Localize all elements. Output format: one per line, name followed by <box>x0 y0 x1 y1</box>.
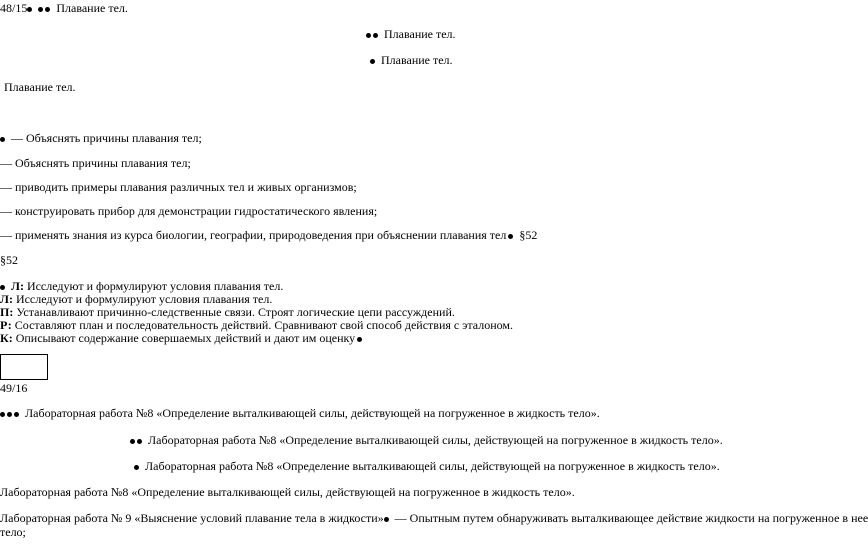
uud-item: Р: Составляют план и последовательность действий. Сравнивают свой способ действия с эталоном. <box>0 318 513 332</box>
lesson-title: Плавание тел. <box>56 1 128 15</box>
bullet-icon <box>45 7 50 12</box>
bullet-icon <box>370 59 375 64</box>
bullet-icon <box>508 234 513 239</box>
bullet-icon <box>366 33 371 38</box>
lesson-title-repeat: Плавание тел. <box>370 53 453 67</box>
bullet-icon <box>14 412 19 417</box>
bullet-icon <box>373 33 378 38</box>
lab-title-repeat: Лабораторная работа №8 «Определение выталкивающей силы, действующей на погруженное в жидкость тело». <box>0 485 575 499</box>
bullet-icon <box>134 465 139 470</box>
lab9-goal: — Опытным путем обнаруживать выталкивающее действие жидкости на погруженное в нее <box>394 511 868 525</box>
lesson-title-repeat: Плавание тел. <box>366 27 456 41</box>
lab9-goal-end: тело; <box>0 525 26 539</box>
lab9-title: Лабораторная работа № 9 «Выяснение условий плавание тела в жидкости» <box>0 511 384 525</box>
lesson-number: 48/15 <box>0 1 28 15</box>
bullet-icon <box>130 439 135 444</box>
lab-title-repeat: Лабораторная работа №8 «Определение выталкивающей силы, действующей на погруженное в жидкость тело». <box>130 433 723 447</box>
bullet-icon <box>27 7 32 12</box>
uud-lead: Л: Исследуют и формулируют условия плавания тел. <box>0 279 283 293</box>
bullet-icon <box>137 439 142 444</box>
bullet-icon <box>7 412 12 417</box>
lab9-line <box>0 511 868 525</box>
bullet-icon <box>0 137 5 142</box>
section-ref: §52 <box>0 253 18 267</box>
goal-item: — приводить примеры плавания различных тел и живых организмов; <box>0 180 357 194</box>
bullet-icon <box>384 517 389 522</box>
lab-title: Лабораторная работа №8 «Определение выталкивающей силы, действующей на погруженное в жидкость тело». <box>0 406 600 420</box>
lesson-header <box>0 1 128 15</box>
bullet-icon <box>38 7 43 12</box>
lab-title-repeat: Лабораторная работа №8 «Определение выталкивающей силы, действующей на погруженное в жидкость тело». <box>134 459 720 473</box>
uud-item: К: Описывают содержание совершаемых действий и дают им оценку <box>0 331 364 345</box>
uud-item: Л: Исследуют и формулируют условия плавания тел. <box>0 292 273 306</box>
lesson-title-repeat: Плавание тел. <box>4 80 76 94</box>
bullet-icon <box>0 285 5 290</box>
lesson-number: 49/16 <box>0 381 28 395</box>
uud-item: П: Устанавливают причинно-следственные связи. Строят логические цепи рассуждений. <box>0 305 455 319</box>
goal-item: — конструировать прибор для демонстрации гидростатического явления; <box>0 204 378 218</box>
bullet-icon <box>357 337 362 342</box>
empty-table-cell <box>0 354 48 380</box>
goal-item: — применять знания из курса биологии, географии, природоведения при объяснении плавания тел §52 <box>0 228 538 242</box>
section-ref: §52 <box>519 228 538 242</box>
goal-item: — Объяснять причины плавания тел; <box>0 156 191 170</box>
goal-lead: — Объяснять причины плавания тел; <box>0 131 202 145</box>
bullet-icon <box>0 412 5 417</box>
